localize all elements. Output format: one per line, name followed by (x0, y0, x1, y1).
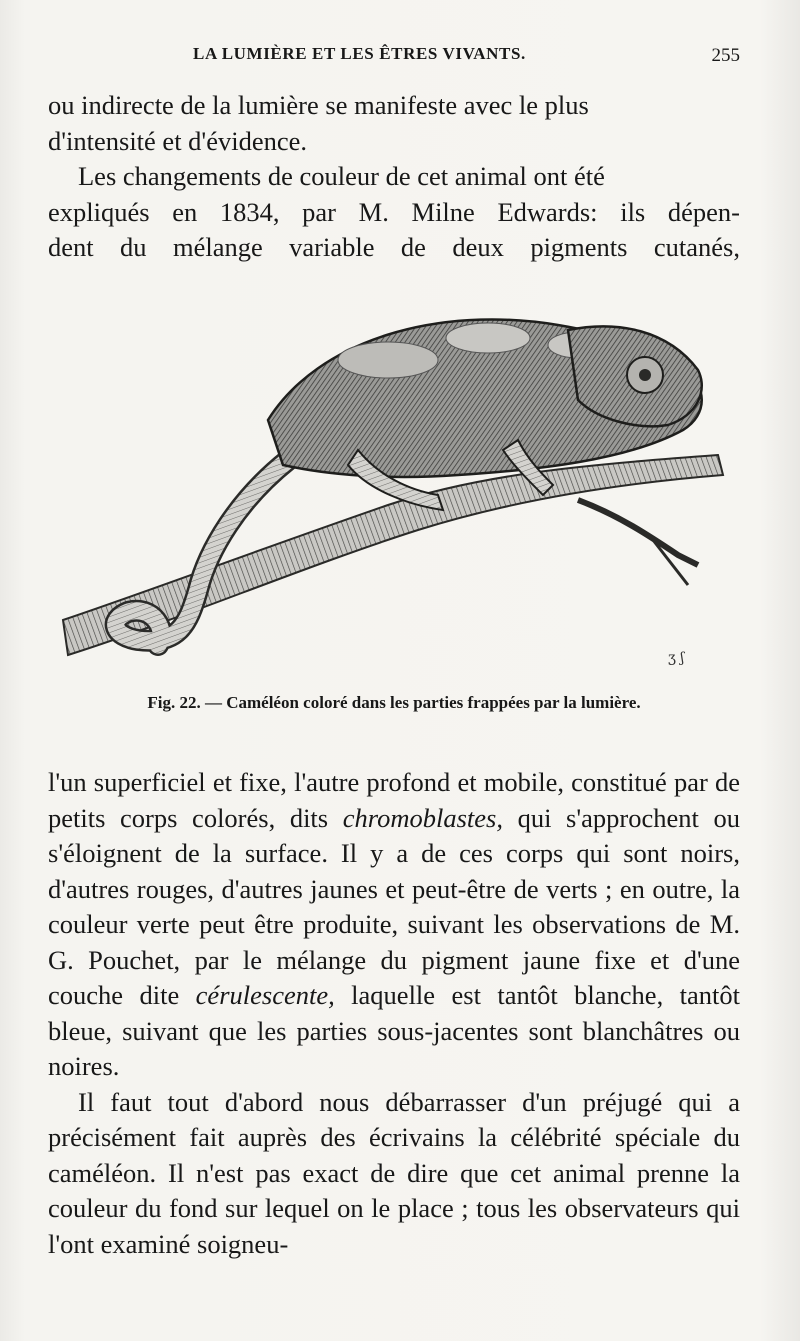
text-block-top (48, 88, 740, 266)
page-header (48, 44, 740, 78)
running-title: LA LUMIÈRE ET LES ÊTRES VIVANTS. (193, 44, 526, 63)
text-line: dent du mélange variable de deux pigments cutanés, (48, 232, 740, 262)
paragraph-text: qui s'approchent ou s'éloignent de la surface. Il y a de ces corps qui sont noirs, d'autres rouges, d'autres jaunes et peut-être de verts ; en outre, la couleur verte peut être produite, suivant les observations de M. G. Pouchet, par le mélange du pigment jaune fixe et d'une couche dite (48, 802, 740, 1010)
paragraph-text: laquelle est tantôt blanche, tantôt bleue, suivant que les parties sous-jacentes sont blanchâtres ou noires. (48, 980, 740, 1081)
text-line: ou indirecte de la lumière se manifeste avec le plus (48, 90, 589, 120)
emphasis-term: chromoblastes, (342, 802, 503, 833)
paragraph (48, 765, 740, 1085)
svg-text:ʒ ʃ: ʒ ʃ (668, 650, 685, 666)
chameleon-illustration (58, 300, 738, 670)
text-line: Les changements de couleur de cet animal ont été (78, 161, 605, 191)
page-number: 255 (711, 45, 740, 66)
text-block-bottom (48, 765, 740, 1262)
emphasis-term: cérulescente, (195, 980, 335, 1010)
text-line: expliqués en 1834, par M. Milne Edwards: ils dépen- (48, 196, 740, 227)
paragraph-text: l'un superficiel et fixe, l'autre profond et mobile, constitué par de petits corps colorés, dits (48, 767, 740, 833)
figure-caption: Fig. 22. — Caméléon coloré dans les parties frappées par la lumière. (147, 693, 641, 712)
text-line: d'intensité et d'évidence. (48, 125, 307, 156)
paragraph: Il faut tout d'abord nous débarrasser d'un préjugé qui a précisément fait auprès des écrivains la célébrité spéciale du caméléon. Il n'est pas exact de dire que cet animal prenne la couleur du fond sur lequel on le place ; tous les observateurs qui l'ont examiné soigneu- (48, 1086, 740, 1259)
